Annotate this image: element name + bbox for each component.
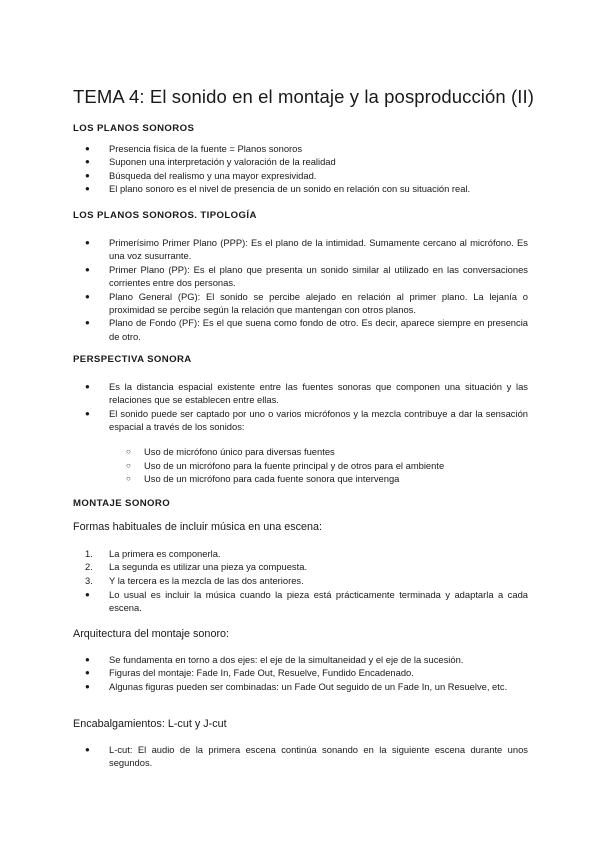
encabalgamientos-heading: Encabalgamientos: L-cut y J-cut (73, 718, 227, 730)
bullet-icon (85, 236, 99, 249)
list-item: ● El sonido puede ser captado por uno o varios micrófonos y la mezcla contribuye a dar la sensación espacial a través de los sonidos: (85, 407, 528, 434)
list-item: ● El plano sonoro es el nivel de presencia de un sonido en relación con su situación real. (85, 182, 528, 195)
bullet-icon (85, 653, 99, 666)
list-item: ● Plano General (PG): El sonido se percibe alejado en relación al primer plano. La lejanía o proximidad se percibe según la relación que mantengan con otros planos. (85, 290, 528, 317)
list-item: ● L-cut: El audio de la primera escena continúa sonando en la siguiente escena durante unos segundos. (85, 743, 528, 770)
bullet-icon (85, 142, 99, 155)
formas-bullet-list (85, 588, 528, 615)
list-item: 2. La segunda es utilizar una pieza ya compuesta. (85, 561, 308, 573)
bullet-icon (85, 169, 99, 182)
encabalgamientos-list (85, 743, 528, 770)
sub-list-item: ○ Uso de micrófono único para diversas fuentes (126, 445, 526, 459)
page-title: TEMA 4: El sonido en el montaje y la posproducción (II) (73, 86, 535, 107)
list-item: ● Primer Plano (PP): Es el plano que presenta un sonido similar al utilizado en las conversaciones corrientes entre dos personas. (85, 263, 528, 290)
bullet-icon (85, 155, 99, 168)
sub-list-item: ○ Uso de un micrófono para la fuente principal y de otros para el ambiente (126, 459, 526, 473)
section-heading-montaje: MONTAJE SONORO (73, 498, 171, 509)
bullet-icon (85, 743, 99, 756)
bullet-icon (85, 263, 99, 276)
tipologia-list (85, 236, 528, 343)
list-number: 1. (85, 548, 93, 559)
bullet-icon (85, 182, 99, 195)
arquitectura-heading: Arquitectura del montaje sonoro: (73, 628, 230, 640)
list-item: ● Búsqueda del realismo y una mayor expresividad. (85, 169, 528, 182)
list-item: 3. Y la tercera es la mezcla de las dos anteriores. (85, 574, 304, 586)
list-item: ● Algunas figuras pueden ser combinadas: un Fade Out seguido de un Fade In, un Resuelve, etc. (85, 680, 528, 693)
bullet-icon (85, 316, 99, 329)
sub-list-item: ○ Uso de un micrófono para cada fuente sonora que intervenga (126, 472, 526, 486)
section-heading-planos-sonoros: LOS PLANOS SONOROS (73, 123, 195, 134)
circle-bullet-icon (126, 459, 131, 473)
list-item: ● Presencia física de la fuente = Planos sonoros (85, 142, 528, 155)
list-number: 2. (85, 561, 93, 573)
list-number: 3. (85, 574, 93, 586)
bullet-icon (85, 290, 99, 303)
list-item: ● Suponen una interpretación y valoración de la realidad (85, 155, 528, 168)
bullet-icon (85, 680, 99, 693)
bullet-icon (85, 588, 99, 601)
bullet-icon (85, 380, 99, 393)
list-item: ● Es la distancia espacial existente entre las fuentes sonoras que componen una situación y las relaciones que se establecen entre ellas. (85, 380, 528, 407)
list-item: ● Se fundamenta en torno a dos ejes: el eje de la simultaneidad y el eje de la sucesión. (85, 653, 528, 666)
perspectiva-sublist (126, 445, 526, 486)
list-item: ● Lo usual es incluir la música cuando la pieza está prácticamente terminada y adaptarla a cada escena. (85, 588, 528, 615)
list-item: ● Primerísimo Primer Plano (PPP): Es el plano de la intimidad. Sumamente cercano al micrófono. Es una voz susurrante. (85, 236, 528, 263)
formas-heading: Formas habituales de incluir música en una escena: (73, 521, 323, 533)
list-item: 1. La primera es componerla. (85, 548, 221, 559)
section-heading-tipologia: LOS PLANOS SONOROS. TIPOLOGÍA (73, 210, 257, 221)
bullet-icon (85, 407, 99, 420)
bullet-icon (85, 666, 99, 679)
list-item: ● Figuras del montaje: Fade In, Fade Out, Resuelve, Fundido Encadenado. (85, 666, 528, 679)
section-heading-perspectiva: PERSPECTIVA SONORA (73, 354, 192, 365)
arquitectura-list (85, 653, 528, 693)
circle-bullet-icon (126, 472, 131, 486)
formas-numbered-list (85, 547, 528, 587)
circle-bullet-icon (126, 445, 131, 459)
perspectiva-list (85, 380, 528, 434)
list-item: ● Plano de Fondo (PF): Es el que suena como fondo de otro. Es decir, aparece siempre en presencia de otro. (85, 316, 528, 343)
planos-sonoros-list (85, 142, 528, 196)
